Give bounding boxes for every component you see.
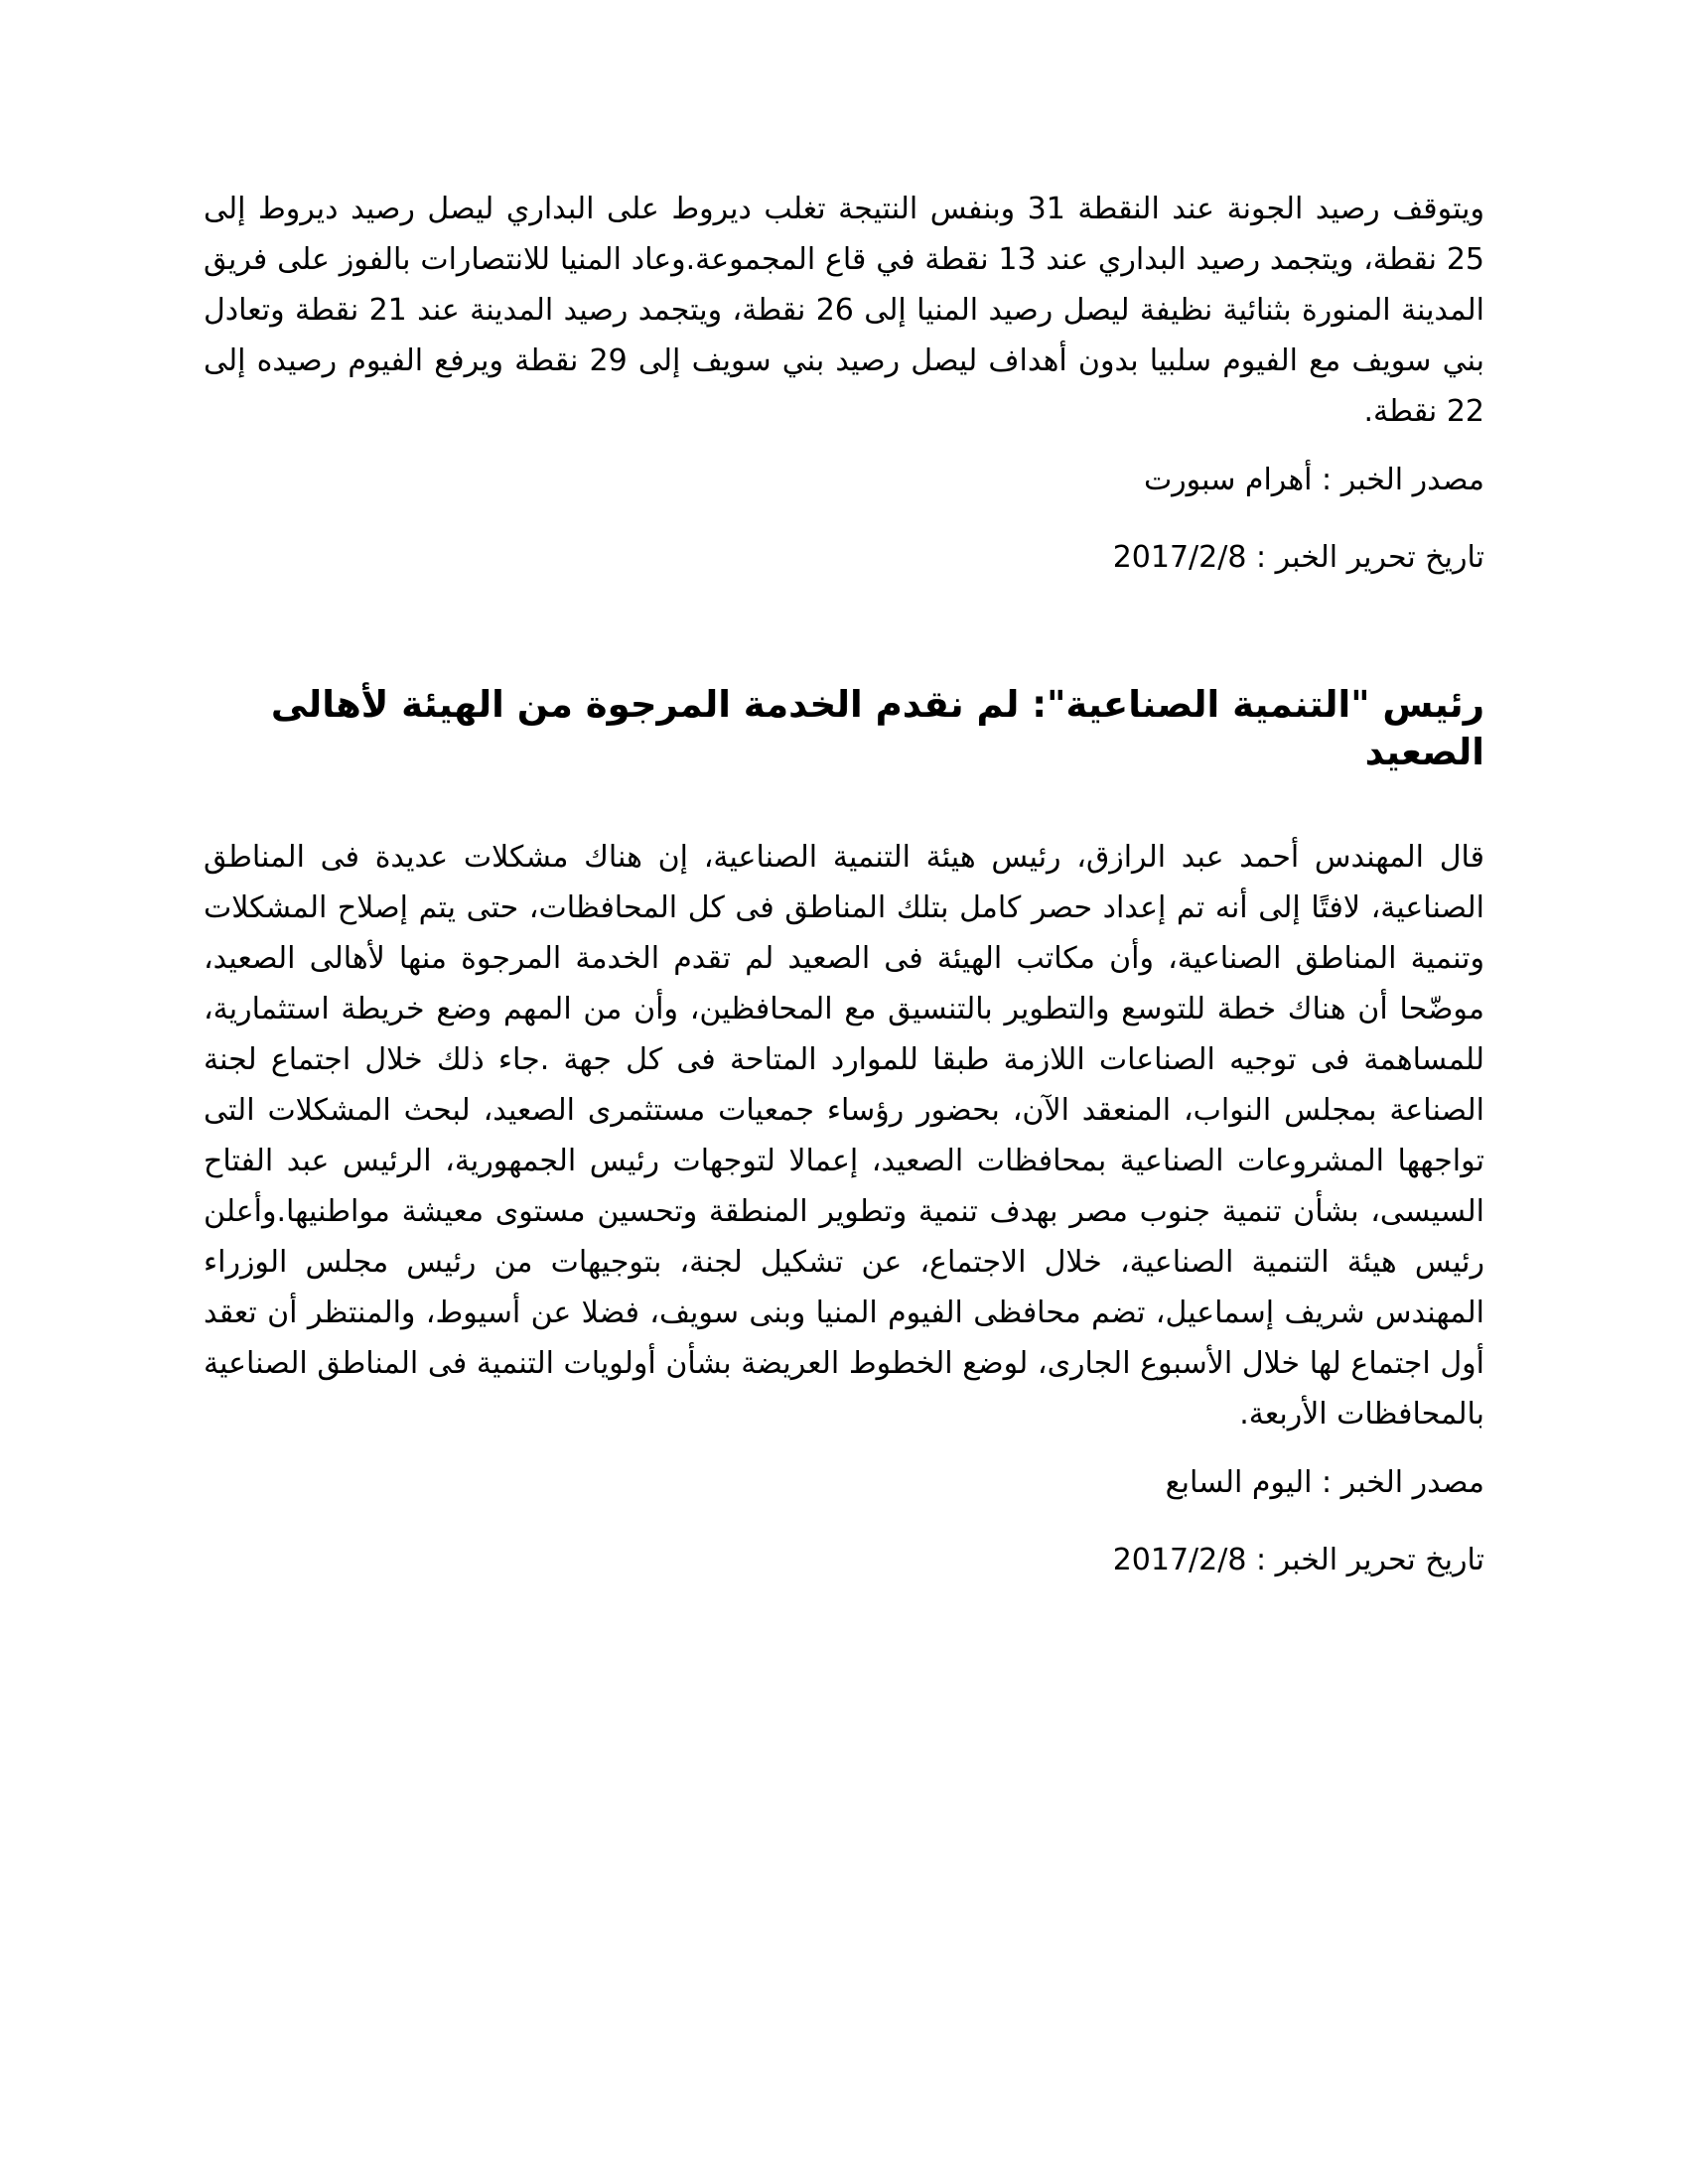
article2-headline: رئيس "التنمية الصناعية": لم نقدم الخدمة المرجوة من الهيئة لأهالى الصعيد: [270, 683, 1484, 773]
document-page: [204, 184, 1484, 1580]
article1-date: تاريخ تحرير الخبر : 2017/2/8: [1112, 540, 1484, 575]
article1-body: ويتوقف رصيد الجونة عند النقطة 31 وبنفس النتيجة تغلب ديروط على البداري ليصل رصيد ديروط إلى 25 نقطة، ويتجمد رصيد البداري عند 13 نقطة في قاع المجموعة.وعاد المنيا للانتصارات بالفوز على فريق المدينة المنورة بثنائية نظيفة ليصل رصيد المنيا إلى 26 نقطة، ويتجمد رصيد المدينة عند 21 نقطة وتعادل بني سويف مع الفيوم سلبيا بدون أهداف ليصل رصيد بني سويف إلى 29 نقطة ويرفع الفيوم رصيده إلى 22 نقطة.: [204, 192, 1484, 429]
article2-body: قال المهندس أحمد عبد الرازق، رئيس هيئة التنمية الصناعية، إن هناك مشكلات عديدة فى المناطق الصناعية، لافتًا إلى أنه تم إعداد حصر كامل بتلك المناطق فى كل المحافظات، حتى يتم إصلاح المشكلات وتنمية المناطق الصناعية، وأن مكاتب الهيئة فى الصعيد لم تقدم الخدمة المرجوة منها لأهالى الصعيد، موضّحا أن هناك خطة للتوسع والتطوير بالتنسيق مع المحافظين، وأن من المهم وضع خريطة استثمارية، للمساهمة فى توجيه الصناعات اللازمة طبقا للموارد المتاحة فى كل جهة .جاء ذلك خلال اجتماع لجنة الصناعة بمجلس النواب، المنعقد الآن، بحضور رؤساء جمعيات مستثمرى الصعيد، لبحث المشكلات التى تواجهها المشروعات الصناعية بمحافظات الصعيد، إعمالا لتوجهات رئيس الجمهورية، الرئيس عبد الفتاح السيسى، بشأن تنمية جنوب مصر بهدف تنمية وتطوير المنطقة وتحسين مستوى معيشة مواطنيها.وأعلن رئيس هيئة التنمية الصناعية، خلال الاجتماع، عن تشكيل لجنة، بتوجيهات من رئيس مجلس الوزراء المهندس شريف إسماعيل، تضم محافظى الفيوم المنيا وبنى سويف، فضلا عن أسيوط، والمنتظر أن تعقد أول اجتماع لها خلال الأسبوع الجارى، لوضع الخطوط العريضة بشأن أولويات التنمية فى المناطق الصناعية بالمحافظات الأربعة.: [204, 840, 1484, 1432]
article1-source: مصدر الخبر : أهرام سبورت: [1143, 463, 1484, 497]
article2-source: مصدر الخبر : اليوم السابع: [1165, 1465, 1484, 1500]
article2-date: تاريخ تحرير الخبر : 2017/2/8: [1112, 1543, 1484, 1577]
